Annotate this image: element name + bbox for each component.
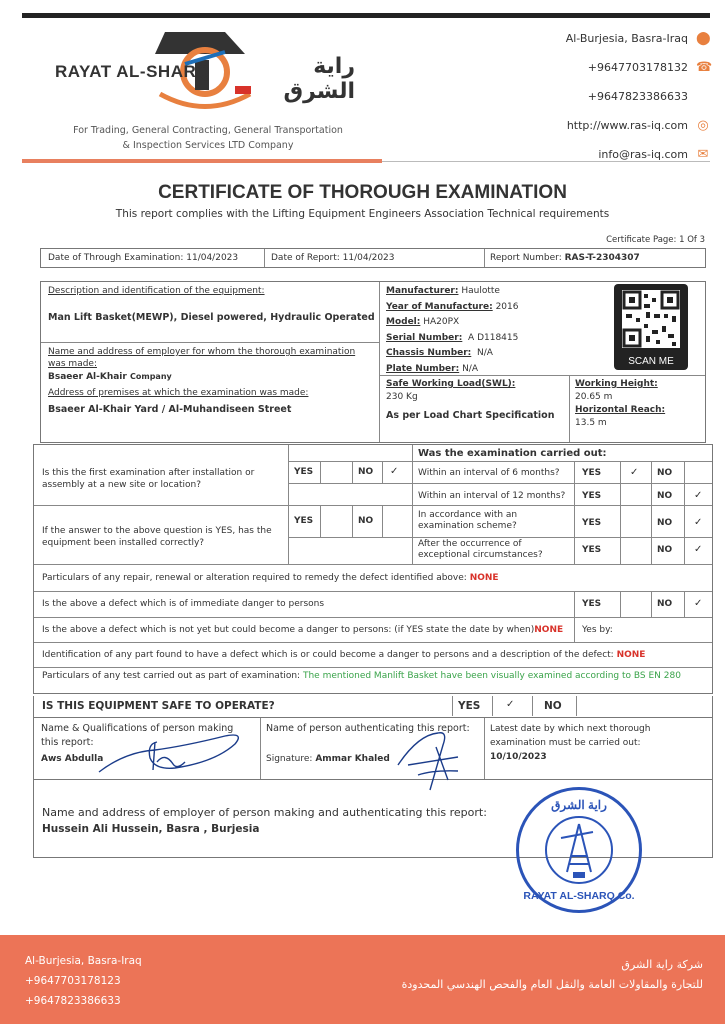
header-top-bar: [22, 13, 710, 18]
identification-row: [42, 650, 645, 660]
reach-value: 13.5 m: [575, 418, 607, 428]
safe-yes-check-icon: ✓: [506, 699, 515, 710]
contact-address: [566, 24, 710, 53]
future-danger-row: [42, 625, 563, 635]
phone-icon: ☎: [696, 59, 713, 75]
premises-value: Bsaeer Al-Khair Yard / Al-Muhandiseen Street: [48, 404, 292, 415]
immediate-danger-label: Is the above a defect which is of immediate danger to persons: [42, 599, 325, 609]
installed-no[interactable]: NO: [358, 516, 374, 526]
interval-12-yes[interactable]: YES: [582, 491, 602, 501]
employer-label: Name and address of employer for whom the thorough examination was made:: [48, 347, 356, 369]
serial-row: [386, 331, 518, 347]
scheme-no-check-icon: ✓: [694, 517, 703, 528]
scheme-no[interactable]: NO: [657, 518, 673, 528]
qualifications-label: Name & Qualifications of person making this report:: [41, 723, 234, 748]
swl-label: Safe Working Load(SWL):: [386, 379, 516, 389]
auth-label: Name of person authenticating this report:: [266, 723, 470, 734]
interval-6-label: Within an interval of 6 months?: [418, 468, 560, 478]
chassis-label: Chassis Number:: [386, 348, 472, 358]
address-text: Al-Burjesia, Basra-Iraq: [565, 32, 688, 45]
footer-contact: [25, 951, 142, 1011]
year-row: [386, 300, 518, 316]
mail-icon: ✉: [697, 146, 709, 162]
model-row: [386, 315, 518, 331]
stamp-text-en: RAYAT AL-SHARQ Co.: [523, 890, 635, 902]
first-exam-question: Is this the first examination after installation or assembly at a new site or location?: [42, 468, 255, 490]
tests-row: [42, 671, 702, 682]
stamp-derrick-icon: [547, 818, 611, 882]
installed-yes[interactable]: YES: [294, 516, 314, 526]
safe-no[interactable]: NO: [544, 700, 562, 712]
qr-label: SCAN ME: [628, 356, 674, 367]
report-number: [490, 253, 640, 263]
report-info-row: [40, 248, 706, 268]
company-tagline: [58, 123, 358, 153]
tagline-line-2: & Inspection Services LTD Company: [122, 140, 294, 151]
authenticator-name: Ammar Khaled: [315, 754, 390, 764]
report-date: Date of Report: 11/04/2023: [271, 253, 395, 263]
employer-value: [48, 372, 172, 382]
qr-code-icon: [622, 290, 680, 348]
serial-value: A D118415: [468, 332, 519, 343]
repair-label: Particulars of any repair, renewal or alteration required to remedy the defect identified above:: [42, 573, 467, 583]
future-danger-label: Is the above a defect which is not yet but could become a danger to persons: (if YES state the date by when): [42, 625, 535, 635]
year-value: 2016: [495, 301, 519, 312]
email-text[interactable]: info@ras-iq.com: [598, 148, 688, 161]
employer-block-label: Name and address of employer of person making and authenticating this report:: [42, 806, 487, 819]
installed-correctly-question: If the answer to the above question is YES, has the equipment been installed correctly?: [42, 526, 272, 548]
exam-date: Date of Through Examination: 11/04/2023: [48, 253, 239, 263]
immediate-danger-no-check-icon: ✓: [694, 598, 703, 609]
exceptional-label: After the occurrence of exceptional circumstances?: [418, 539, 543, 560]
page-subtitle: This report complies with the Lifting Equipment Engineers Association Technical requirements: [115, 208, 610, 220]
chassis-value: N/A: [477, 348, 493, 358]
exceptional-no-check-icon: ✓: [694, 544, 703, 555]
page-footer: [0, 935, 725, 1024]
examination-questions-table: [33, 444, 713, 694]
yes-by-label: Yes by:: [582, 625, 613, 635]
equipment-block: [40, 281, 706, 443]
report-number-value: RAS-T-2304307: [564, 253, 640, 263]
interval-6-yes[interactable]: YES: [582, 468, 602, 478]
header-divider: [22, 159, 710, 163]
manufacturer-row: [386, 284, 518, 300]
exceptional-no[interactable]: NO: [657, 545, 673, 555]
safe-yes[interactable]: YES: [458, 700, 481, 712]
interval-12-label: Within an interval of 12 months?: [418, 491, 566, 501]
scheme-yes[interactable]: YES: [582, 518, 602, 528]
stamp-text-ar: راية الشرق: [551, 798, 607, 812]
swl-note: As per Load Chart Specification: [386, 410, 555, 421]
phone-1-text: +9647703178132: [587, 61, 688, 74]
first-exam-yes[interactable]: YES: [294, 467, 314, 477]
reach-label: Horizontal Reach:: [575, 405, 666, 415]
spacer-icon: [696, 90, 710, 104]
stamp-inner-ring: [545, 816, 613, 884]
equipment-desc-label: Description and identification of the equipment:: [48, 286, 265, 296]
first-exam-no-check-icon: ✓: [390, 466, 399, 477]
repair-row: [42, 573, 499, 583]
safe-to-operate-row: [33, 696, 713, 718]
plate-value: N/A: [462, 363, 478, 374]
footer-address: Al-Burjesia, Basra-Iraq: [25, 955, 142, 967]
interval-6-no[interactable]: NO: [657, 468, 673, 478]
location-icon: ⬤: [696, 30, 711, 46]
web-icon: ◎: [697, 117, 709, 133]
phone-2-text: +9647823386633: [587, 90, 688, 103]
carried-out-header: Was the examination carried out:: [418, 448, 607, 459]
company-stamp: [516, 787, 642, 913]
exceptional-yes[interactable]: YES: [582, 545, 602, 555]
equipment-spec-list: [386, 284, 518, 377]
employer-suffix: Company: [129, 372, 172, 381]
manufacturer-label: Manufacturer:: [386, 286, 459, 296]
certificate-page-number: Certificate Page: 1 Of 3: [606, 235, 705, 245]
serial-label: Serial Number:: [386, 332, 463, 343]
tests-value: The mentioned Manlift Basket have been visually examined according to BS EN 280: [302, 671, 681, 681]
interval-12-no[interactable]: NO: [657, 491, 673, 501]
employer-block-value: Hussein Ali Hussein, Basra , Burjesia: [42, 823, 260, 835]
model-label: Model:: [386, 317, 421, 327]
interval-12-no-check-icon: ✓: [694, 490, 703, 501]
footer-phone-2: +9647823386633: [25, 995, 121, 1007]
footer-company-ar: [402, 955, 703, 995]
company-name-en: RAYAT AL-SHARQ: [55, 62, 210, 81]
manufacturer-value: Haulotte: [461, 286, 500, 296]
report-number-label: Report Number:: [490, 253, 562, 263]
immediate-danger-no[interactable]: NO: [657, 599, 673, 609]
next-date-value: 10/10/2023: [490, 752, 547, 762]
contact-list: [565, 24, 713, 169]
next-date-label: Latest date by which next thorough examination must be carried out:: [490, 724, 651, 748]
qr-code[interactable]: [614, 284, 688, 370]
footer-phone-1: +9647703178123: [25, 975, 121, 987]
repair-value: NONE: [469, 573, 499, 583]
premises-label: Address of premises at which the examination was made:: [48, 388, 309, 398]
equipment-desc-value: Man Lift Basket(MEWP), Diesel powered, Hydraulic Operated: [48, 312, 375, 323]
maker-signature-icon: [95, 722, 255, 782]
company-logo: [55, 24, 355, 124]
tests-label: Particulars of any test carried out as part of examination:: [42, 671, 301, 681]
interval-6-yes-check-icon: ✓: [630, 467, 639, 478]
company-name-ar: راية الشرق: [283, 54, 355, 104]
height-label: Working Height:: [575, 379, 658, 389]
contact-email: [566, 140, 710, 169]
chassis-row: [386, 346, 518, 362]
future-danger-value: NONE: [534, 625, 564, 635]
identification-value: NONE: [616, 650, 646, 660]
first-exam-no[interactable]: NO: [358, 467, 374, 477]
web-text[interactable]: http://www.ras-iq.com: [566, 119, 688, 132]
safe-question: IS THIS EQUIPMENT SAFE TO OPERATE?: [42, 700, 275, 712]
model-value: HA20PX: [423, 317, 460, 327]
swl-value: 230 Kg: [386, 392, 418, 402]
employer-name: Bsaeer Al-Khair: [48, 372, 127, 382]
height-value: 20.65 m: [575, 392, 613, 402]
scheme-label: In accordance with an examination scheme?: [418, 510, 518, 531]
plate-label: Plate Number:: [386, 363, 460, 374]
page-title: CERTIFICATE OF THOROUGH EXAMINATION: [158, 182, 567, 203]
swl-block: [386, 378, 554, 422]
contact-phone-1: [566, 53, 713, 82]
footer-company-desc-ar: للتجارة والمقاولات العامة والنقل العام والفحص الهندسي المحدودة: [401, 978, 703, 991]
footer-company-name-ar: شركة راية الشرق: [621, 958, 703, 971]
signature-label: Signature:: [266, 754, 313, 764]
contact-web: [566, 111, 710, 140]
immediate-danger-yes[interactable]: YES: [582, 599, 602, 609]
reach-block: [575, 378, 665, 430]
signature-row: [266, 754, 390, 764]
identification-label: Identification of any part found to have a defect which is or could become a danger to persons and a description of the defect:: [42, 650, 614, 660]
tagline-line-1: For Trading, General Contracting, General Transportation: [73, 125, 343, 136]
year-label: Year of Manufacture:: [386, 301, 493, 312]
contact-phone-2: [566, 82, 710, 111]
maker-name: Aws Abdulla: [41, 754, 104, 764]
